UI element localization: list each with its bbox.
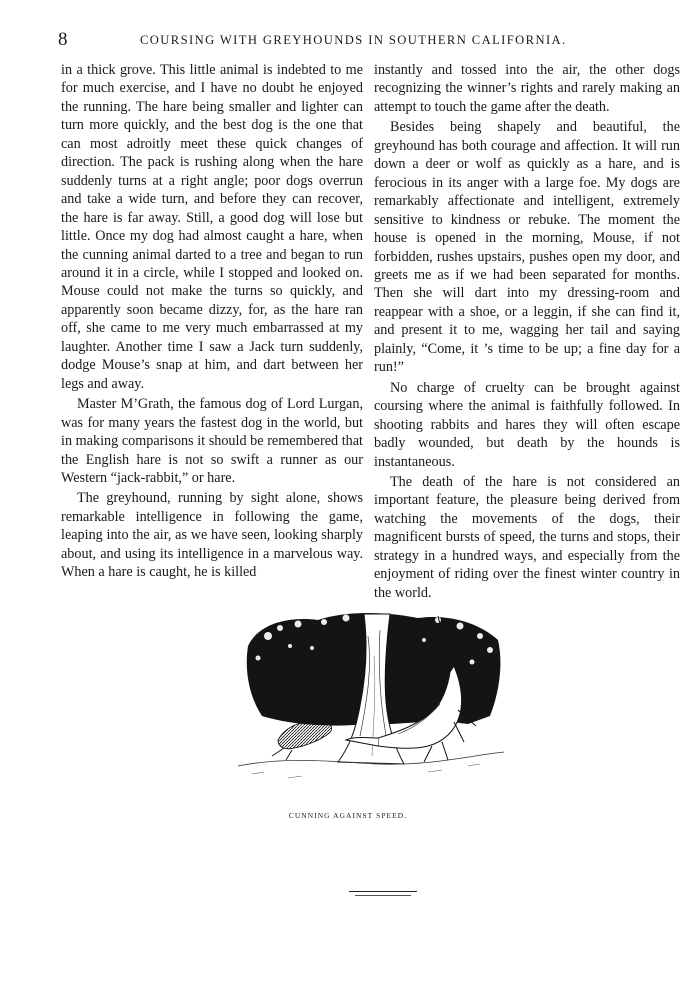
greyhound-hare-engraving (228, 606, 506, 806)
divider-rule (355, 895, 411, 896)
paragraph: Besides being shapely and beautiful, the greyhound has both courage and affection. It will run down a deer or wolf as quickly as a hare, and is ferocious in its anger with a large foe. My dogs are remarkably affectionate and intelligent, extremely sensitive to kindness or rebuke. The moment the house is opened in the morning, Mouse, if not forbidden, rushes upstairs, pushes open my door, and greets me as if we had been separated for months. Then she will dart into my dressing-room and reappear with a shoe, or a leggin, if she can find it, and present it to me, wagging her tail and saying plainly, “Come, it ’s time to be up; a fine day for a run!” (374, 119, 680, 376)
divider-rule (349, 891, 417, 892)
figure-caption: CUNNING AGAINST SPEED. (288, 811, 408, 820)
paragraph: No charge of cruelty can be brought against coursing where the animal is faithfully followed. In shooting rabbits and hares they will often escape badly wounded, but death by the hounds is instantaneous. (374, 379, 680, 470)
right-column (374, 61, 680, 602)
running-head: COURSING WITH GREYHOUNDS IN SOUTHERN CALIFORNIA. (140, 33, 567, 47)
paragraph: Master M’Grath, the famous dog of Lord Lurgan, was for many years the fastest dog in the world, but in making comparisons it should be remembered that the English hare is not so swift a runner as our Western “jack-rabbit,” or hare. (61, 396, 363, 486)
page-number: 8 (58, 29, 68, 50)
paragraph: instantly and tossed into the air, the other dogs recognizing the winner’s rights and rarely making an attempt to touch the game after the death. (374, 62, 680, 115)
paragraph: The death of the hare is not considered an important feature, the pleasure being derived from watching the movements of the dogs, their magnificent bursts of speed, the turns and stops, their strategy in a hundred ways, and especially from the enjoyment of riding over the finest winter country in the world. (374, 473, 680, 601)
paragraph: The greyhound, running by sight alone, shows remarkable intelligence in following the game, leaping into the air, as we have seen, looking sharply about, and using its intelligence in a marvelous way. When a hare is caught, he is killed (61, 490, 363, 581)
illustration (228, 606, 506, 806)
paragraph: in a thick grove. This little animal is indebted to me for much exercise, and I have no doubt he enjoyed the running. The hare being smaller and lighter can turn more quickly, and the best dog is the one that can most adroitly meet these quick changes of direction. The pack is rushing along when the hare suddenly turns at a right angle; poor dogs overrun and take a wide turn, and before they can recover, the hare is far away. Still, a good dog will lose but little. Once my dog had almost caught a hare, when the cunning animal darted to a tree and began to run around it in a circle, while I stopped and looked on. Mouse could not make the turns so quickly, and apparently soon became dizzy, for, as the hare ran off, she came to me very much embarrassed at my laughter. Another time I saw a Jack turn suddenly, dodge Mouse’s snap at him, and dart between her legs and away. (61, 62, 363, 392)
left-column (61, 61, 363, 582)
